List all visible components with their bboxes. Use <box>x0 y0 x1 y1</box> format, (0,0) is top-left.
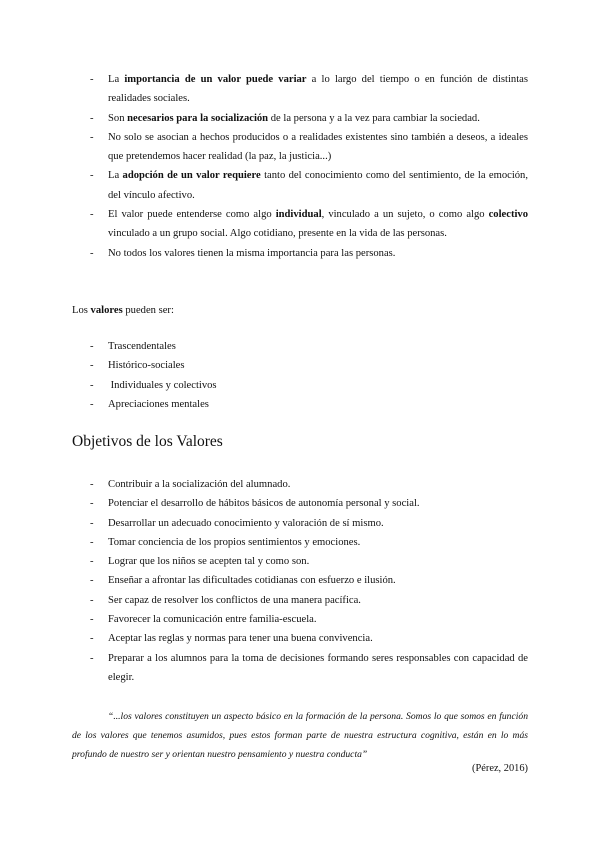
bullet-dash: - <box>90 536 94 548</box>
bullet-dash: - <box>90 556 94 568</box>
list-item: - Individuales y colectivos <box>0 376 289 395</box>
list-item: - El valor puede entenderse como algo individual, vinculado a un sujeto, o como algo colectivo vinculado a un grupo social. Algo cotidiano, presente en la vida de las personas. <box>0 205 600 244</box>
bullet-dash: - <box>90 360 94 372</box>
list-item: - Lograr que los niños se acepten tal y como son. <box>0 552 600 571</box>
list-item: - Preparar a los alumnos para la toma de decisiones formando seres responsables con capacidad de elegir. <box>0 649 600 688</box>
list-item: - Enseñar a afrontar las dificultades cotidianas con esfuerzo e ilusión. <box>0 571 600 590</box>
list-item: - No solo se asocian a hechos producidos o a realidades existentes sino también a deseos, a ideales que pretendemos hacer realidad (la paz, la justicia...) <box>0 128 600 167</box>
bullet-dash: - <box>90 614 94 626</box>
list-item: - Favorecer la comunicación entre familia-escuela. <box>0 610 600 629</box>
list-item: - Trascendentales <box>0 337 289 356</box>
bullet-dash: - <box>90 209 94 221</box>
bullet-dash: - <box>90 341 94 352</box>
bullet-dash: - <box>90 112 94 124</box>
list-item: - Ser capaz de resolver los conflictos de una manera pacífica. <box>0 591 600 610</box>
bullet-dash: - <box>90 170 94 182</box>
list-item: - Contribuir a la socialización del alumnado. <box>0 475 600 494</box>
bullet-dash: - <box>90 633 94 645</box>
bullet-dash: - <box>90 479 94 490</box>
list-item: - No todos los valores tienen la misma importancia para las personas. <box>0 244 600 263</box>
bullet-dash: - <box>90 575 94 587</box>
bullet-dash: - <box>90 379 94 391</box>
bullet-dash: - <box>90 131 94 143</box>
bullet-dash: - <box>90 652 94 664</box>
block-quote: “...los valores constituyen un aspecto básico en la formación de la persona. Somos lo que somos en función de los valores que tenemos asumidos, pues estos forman parte de nuestra estructura cognitiva, están en lo más profundo de nuestro ser y orientan nuestro pensamiento y nuestra conducta” <box>72 711 528 760</box>
bullet-dash: - <box>90 247 94 259</box>
bullet-dash: - <box>90 498 94 510</box>
values-types-list <box>0 337 289 414</box>
list-item: - Son necesarios para la socialización de la persona y a la vez para cambiar la sociedad. <box>0 109 600 128</box>
list-item: - La importancia de un valor puede variar a lo largo del tiempo o en función de distintas realidades sociales. <box>0 70 600 109</box>
values-intro-paragraph: Los valores pueden ser: <box>72 305 174 316</box>
section-heading: Objetivos de los Valores <box>72 433 223 450</box>
quote-citation: (Pérez, 2016) <box>472 763 528 774</box>
bullet-dash: - <box>90 517 94 529</box>
list-item: - Potenciar el desarrollo de hábitos básicos de autonomía personal y social. <box>0 494 600 513</box>
bullet-dash: - <box>90 74 94 85</box>
list-item: - La adopción de un valor requiere tanto del conocimiento como del sentimiento, de la emoción, del vínculo afectivo. <box>0 166 600 205</box>
bullet-dash: - <box>90 594 94 606</box>
list-item: - Desarrollar un adecuado conocimiento y valoración de sí mismo. <box>0 514 600 533</box>
list-item: - Apreciaciones mentales <box>0 395 289 414</box>
list-item: - Tomar conciencia de los propios sentimientos y emociones. <box>0 533 600 552</box>
objectives-list <box>0 475 600 687</box>
list-item: - Aceptar las reglas y normas para tener una buena convivencia. <box>0 629 600 648</box>
list-item: - Histórico-sociales <box>0 356 289 375</box>
bullet-dash: - <box>90 398 94 410</box>
values-characteristics-list <box>0 70 600 263</box>
